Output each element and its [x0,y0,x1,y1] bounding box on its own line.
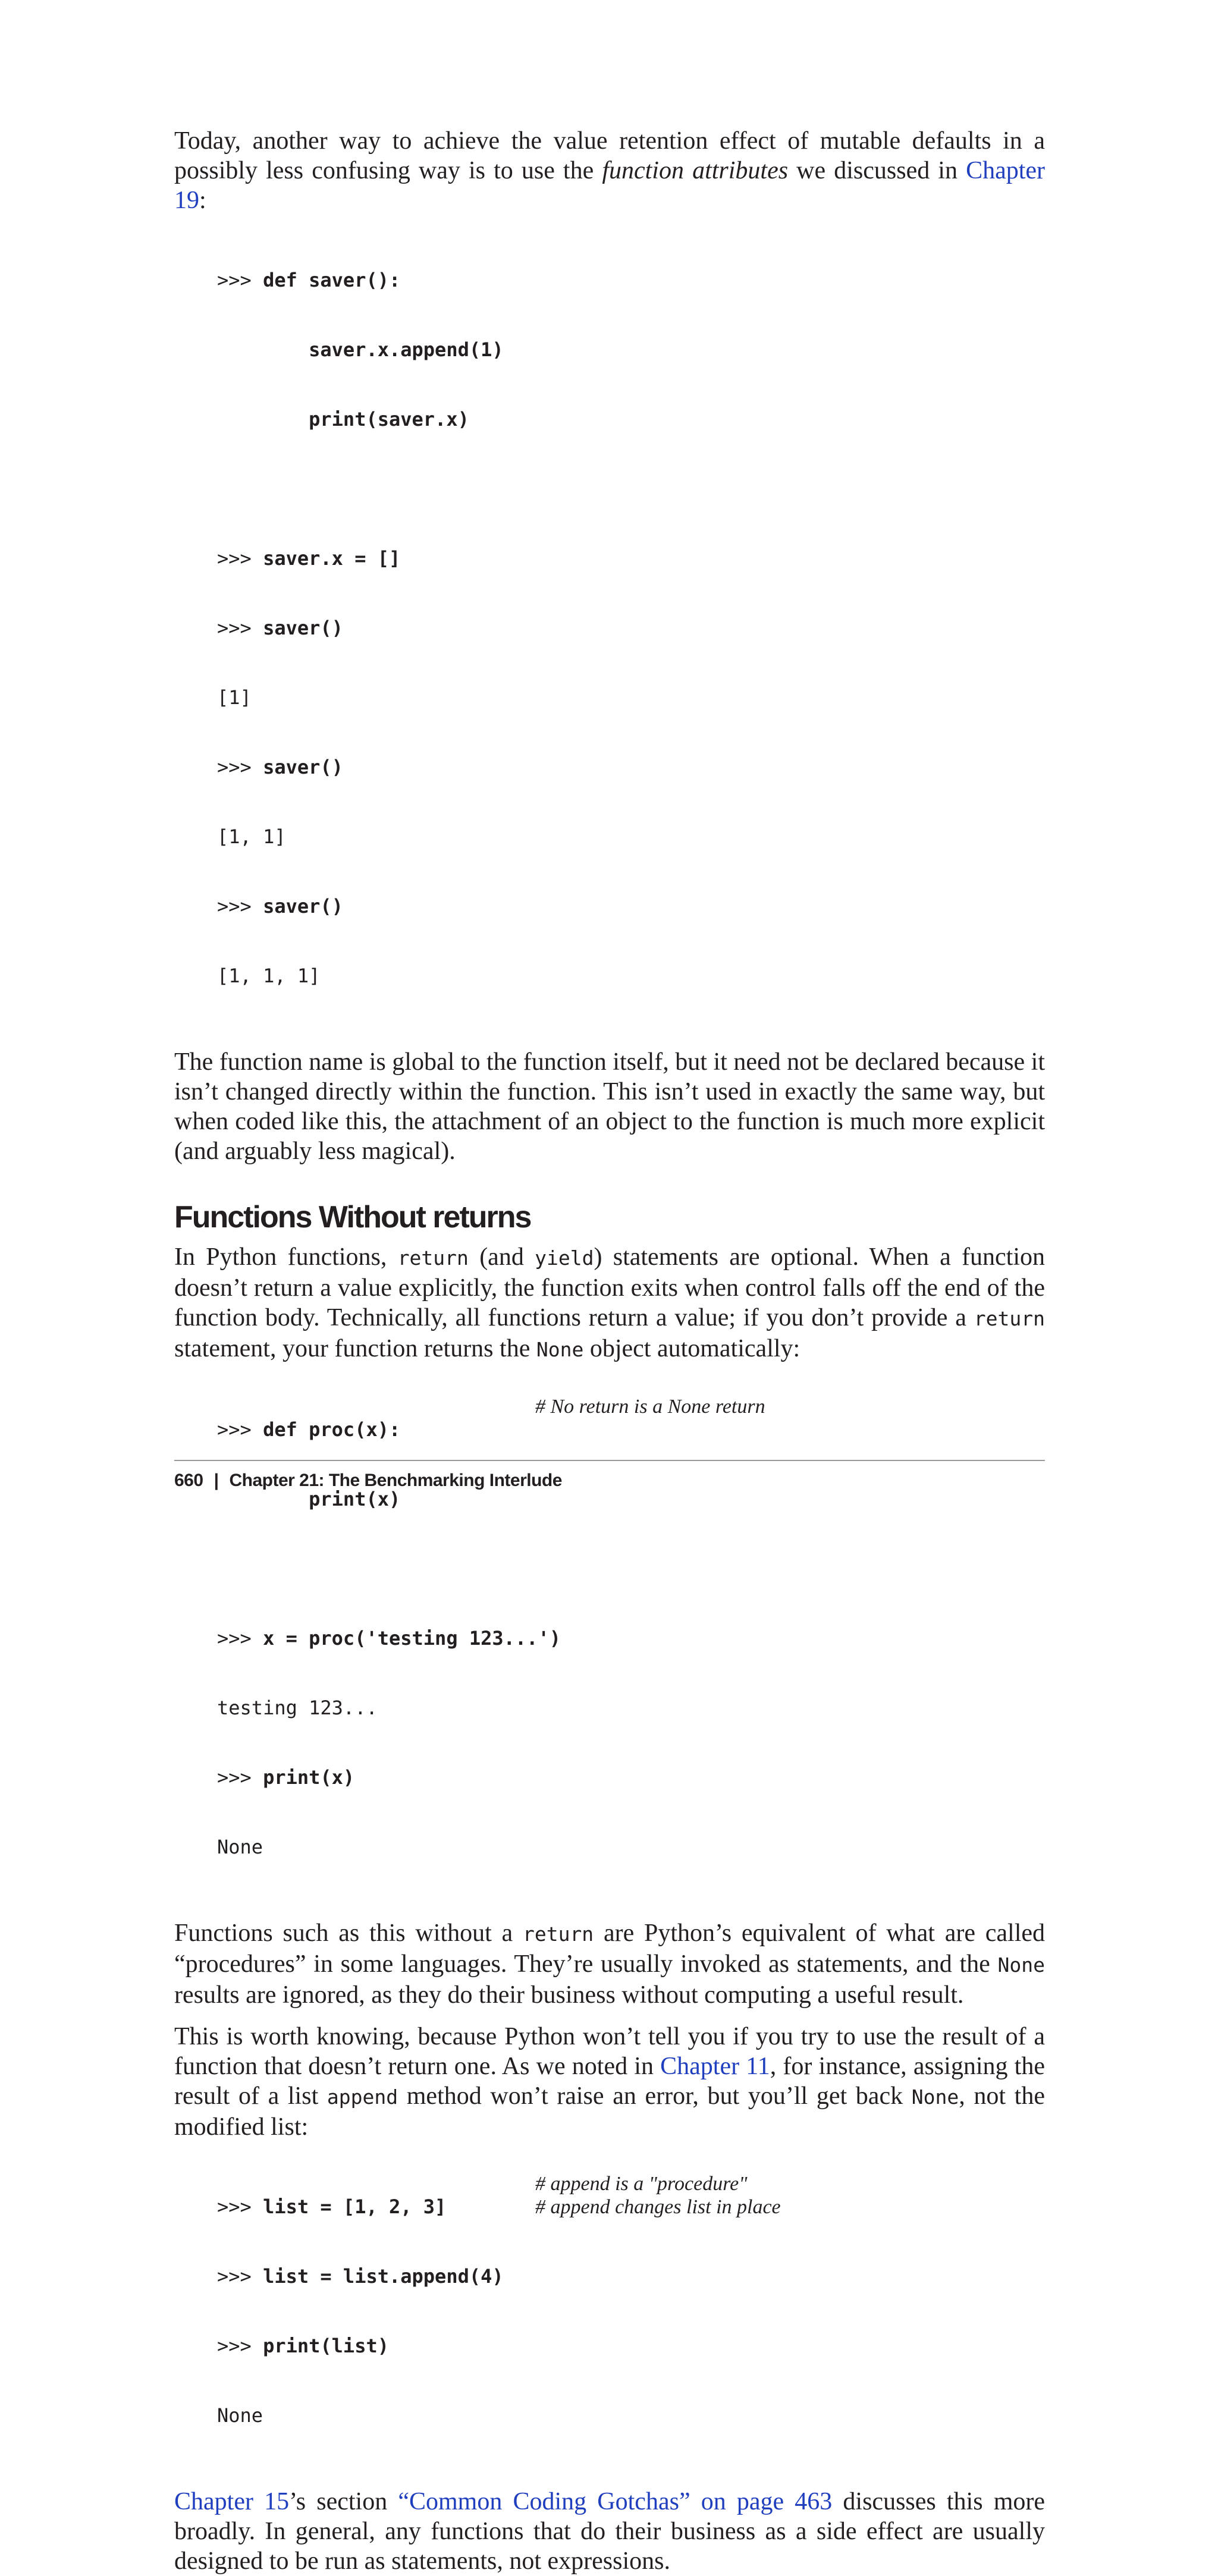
text-run: discusses this more broadly. In general, any functions that do their business as a side effect are usually designed to be run as statements, not expressions. [174,2488,1046,2575]
code-output: [1, 1, 1] [217,965,321,987]
link-chapter-15[interactable]: Chapter 15 [174,2488,290,2515]
paragraph-function-name-global: The function name is global to the function itself, but it need not be declared because it isn’t changed directly within the function. This isn’t used in exactly the same way, but when coded like this, the attachment of an object to the function is much more explicit (and arguably less magical). [174,1048,1045,1165]
inline-code-append: append [327,2085,398,2109]
code-command: saver() [263,895,343,918]
inline-code-return: return [974,1307,1045,1330]
text-run: results are ignored, as they do their business without computing a useful result. [174,1981,964,2009]
code-comment: # append is a "procedure" [535,2173,748,2195]
code-command: saver() [263,756,343,778]
running-chapter-title: Chapter 21: The Benchmarking Interlude [229,1471,562,1490]
code-block-saver [174,222,1045,1034]
link-chapter-19[interactable]: Chapter 19 [174,157,1046,214]
text-run: Today, another way to achieve the value retention effect of mutable defaults in a possibly less confusing way is to use the [174,127,1045,184]
code-command: def saver(): [263,269,401,291]
code-command: print(saver.x) [217,408,469,431]
code-output: None [217,2404,263,2427]
text-run: In Python functions, [174,1243,398,1271]
link-common-coding-gotchas[interactable]: “Common Coding Gotchas” on page 463 [398,2488,833,2515]
inline-code-return: return [522,1922,594,1946]
code-command: print(x) [217,1488,401,1510]
text-run: method won’t raise an error, but you’ll get back [398,2082,912,2110]
code-command: def proc(x): [263,1418,401,1441]
link-chapter-11[interactable]: Chapter 11 [660,2053,770,2080]
code-command: saver.x = [] [263,547,401,570]
paragraph-worth-knowing [174,2022,1045,2142]
code-prompt: >>> [217,756,263,778]
text-run: , for instance, assigning the result of a list [174,2053,1045,2110]
inline-code-return: return [397,1246,469,1270]
code-command: print(list) [263,2335,389,2357]
page-footer [174,1460,1045,1491]
code-prompt: >>> [217,2335,263,2357]
text-run: Functions such as this without a [174,1920,523,1947]
code-command: list = list.append(4) [263,2265,504,2288]
code-prompt: >>> [217,1627,263,1650]
section-heading: Functions Without returns [174,1200,531,1234]
text-run: This is worth knowing, because Python won’t tell you if you try to use the result of a function that doesn’t return one. As we noted in [174,2023,1045,2080]
code-command: saver.x.append(1) [217,338,504,361]
code-prompt: >>> [217,2265,263,2288]
text-run: object automatically: [583,1335,801,1362]
footer-separator: | [214,1471,219,1490]
emphasis-function-attributes: function attributes [602,157,789,184]
code-prompt: >>> [217,547,263,570]
inline-code-yield: yield [535,1246,594,1270]
code-comment: # No return is a None return [535,1396,765,1418]
code-output: testing 123... [217,1697,378,1719]
text-run: ) statements are optional. When a function doesn’t return a value explicitly, the function exits when control falls off the end of the function body. Technically, all functions return a value; if you don’t provide a [174,1243,1045,1331]
inline-code-none: None [997,1953,1045,1977]
code-block-list-append [174,2149,1045,2474]
code-prompt: >>> [217,1766,263,1789]
paragraph-procedures [174,1918,1045,2010]
code-prompt: >>> [217,617,263,639]
text-run: : [199,187,206,214]
text-run: we discussed in [788,157,966,184]
code-command: list = [1, 2, 3] [263,2195,447,2218]
code-command: x = proc('testing 123...') [263,1627,561,1650]
text-run: ’s section [289,2488,398,2515]
code-block-proc [174,1372,1045,1905]
text-run: (and [468,1243,535,1271]
text-run: statement, your function returns the [174,1335,536,1362]
code-output: None [217,1836,263,1858]
paragraph-intro [174,126,1045,215]
code-command: saver() [263,617,343,639]
inline-code-none: None [536,1338,584,1361]
paragraph-return-optional [174,1242,1045,1365]
code-prompt: >>> [217,2195,263,2218]
code-prompt: >>> [217,1418,263,1441]
code-command: print(x) [263,1766,355,1789]
text-run: , not the modified list: [174,2082,1045,2141]
page-content [174,126,1045,2576]
text-run: are Python’s equivalent of what are called “procedures” in some languages. They’re usually invoked as statements, and the [174,1920,1045,1978]
code-output: [1, 1] [217,825,286,848]
code-prompt: >>> [217,895,263,918]
paragraph-chapter-15-reference [174,2487,1045,2576]
code-prompt: >>> [217,269,263,291]
code-comment: # append changes list in place [535,2196,781,2218]
page-number: 660 [174,1471,203,1490]
inline-code-none: None [911,2085,959,2109]
code-output: [1] [217,686,252,709]
